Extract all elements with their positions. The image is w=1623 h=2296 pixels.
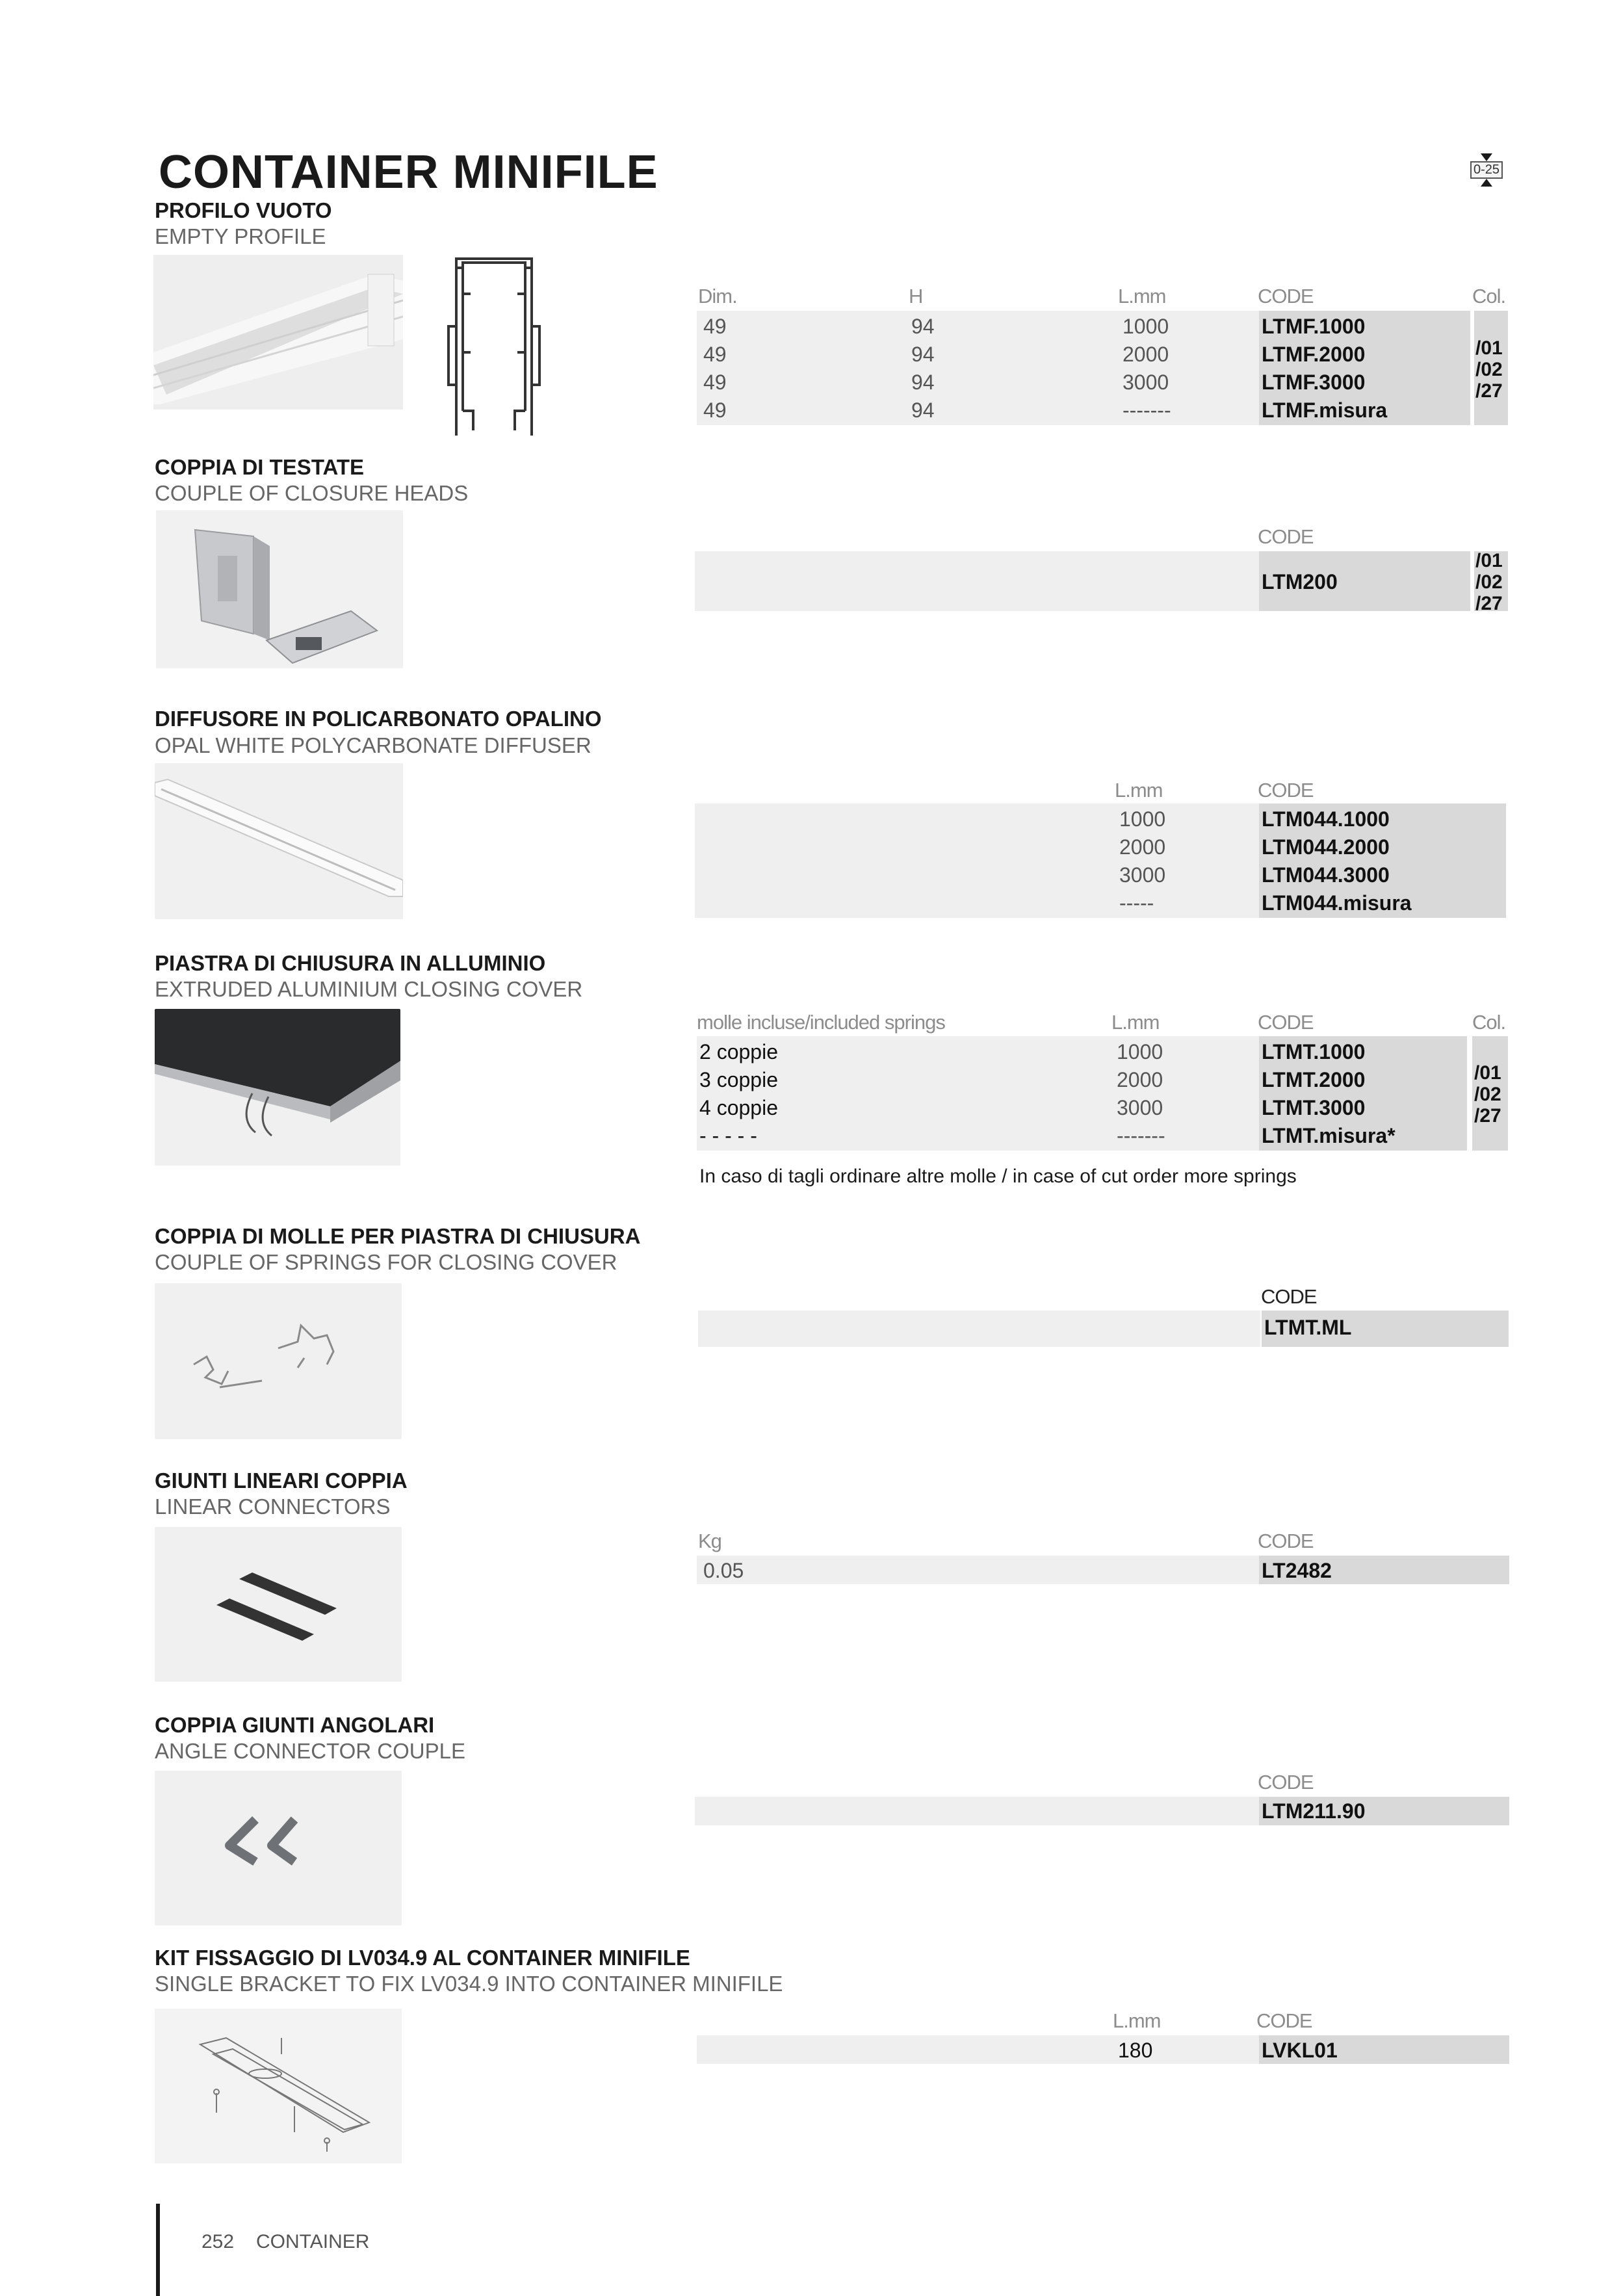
product-code: LTMF.1000 — [1262, 315, 1366, 338]
section-subtitle-profilo: EMPTY PROFILE — [155, 224, 326, 248]
arrow-up-icon — [1481, 179, 1492, 187]
color-codes — [1474, 1062, 1501, 1127]
col-header-code: CODE — [1258, 525, 1314, 548]
section-title-molle: COPPIA DI MOLLE PER PIASTRA DI CHIUSURA — [155, 1224, 641, 1248]
color-code: /27 — [1475, 380, 1503, 402]
footer-bar — [156, 2204, 160, 2296]
range-badge — [1470, 153, 1503, 187]
product-photo-bracket-kit — [155, 2009, 402, 2163]
product-photo-linear-connectors — [155, 1527, 402, 1682]
bracket-kit-drawing — [155, 2009, 402, 2163]
section-title-profilo: PROFILO VUOTO — [155, 198, 332, 222]
product-photo-profile — [153, 255, 403, 410]
section-subtitle-piastra: EXTRUDED ALUMINIUM CLOSING COVER — [155, 977, 583, 1001]
product-code: LTMF.misura — [1262, 398, 1388, 422]
table-cell: ------- — [1117, 1124, 1165, 1147]
col-header-code: CODE — [1258, 285, 1314, 307]
col-header-col: Col. — [1472, 1011, 1506, 1034]
table-cell: 94 — [911, 315, 935, 338]
table-cell: - - - - - — [699, 1124, 757, 1147]
table-cell: 180 — [1118, 2039, 1153, 2062]
section-subtitle-molle: COUPLE OF SPRINGS FOR CLOSING COVER — [155, 1250, 617, 1274]
product-code: LTMT.1000 — [1262, 1040, 1366, 1063]
color-codes — [1475, 337, 1503, 402]
section-subtitle-diffusore: OPAL WHITE POLYCARBONATE DIFFUSER — [155, 733, 591, 757]
col-header-code: CODE — [1258, 1530, 1314, 1552]
color-code: /27 — [1475, 593, 1503, 614]
product-photo-closing-cover — [155, 1009, 400, 1166]
linear-connectors-drawing — [155, 1527, 402, 1682]
table-cell: 3 coppie — [699, 1068, 778, 1091]
section-subtitle-testate: COUPLE OF CLOSURE HEADS — [155, 481, 469, 505]
section-title-kit: KIT FISSAGGIO DI LV034.9 AL CONTAINER MINIFILE — [155, 1946, 690, 1970]
col-header-dim: Dim. — [698, 285, 737, 307]
diffuser-drawing — [155, 763, 403, 919]
table-band — [698, 1311, 1260, 1347]
profile-photo-drawing — [153, 255, 403, 410]
section-subtitle-angolari: ANGLE CONNECTOR COUPLE — [155, 1739, 465, 1763]
table-cell: 4 coppie — [699, 1096, 778, 1119]
color-code: /01 — [1475, 337, 1503, 359]
product-photo-angle-connectors — [155, 1771, 402, 1925]
arrow-down-icon — [1481, 153, 1492, 161]
col-header-molle: molle incluse/included springs — [697, 1011, 945, 1034]
table-band — [695, 803, 1259, 918]
table-cell: 1000 — [1119, 807, 1166, 831]
table-band — [697, 1036, 1259, 1151]
col-header-code: CODE — [1258, 779, 1314, 802]
table-cell: 49 — [703, 315, 727, 338]
product-code: LTM200 — [1262, 570, 1338, 594]
table-cell: 1000 — [1123, 315, 1169, 338]
product-code: LTMT.misura* — [1262, 1124, 1396, 1147]
col-header-col: Col. — [1472, 285, 1506, 307]
section-title-angolari: COPPIA GIUNTI ANGOLARI — [155, 1713, 435, 1737]
product-code: LTM044.3000 — [1262, 863, 1390, 887]
table-cell: ------- — [1123, 398, 1171, 422]
color-code: /02 — [1474, 1084, 1501, 1105]
table-cell: ----- — [1119, 891, 1154, 915]
color-code: /27 — [1474, 1105, 1501, 1127]
springs-drawing — [155, 1283, 402, 1439]
range-badge-label: 0-25 — [1470, 161, 1503, 179]
table-cell: 3000 — [1119, 863, 1166, 887]
table-cell: 0.05 — [703, 1559, 744, 1582]
section-title-piastra: PIASTRA DI CHIUSURA IN ALLUMINIO — [155, 951, 546, 975]
table-cell: 94 — [911, 371, 935, 394]
order-note: In caso di tagli ordinare altre molle / in case of cut order more springs — [699, 1166, 1297, 1187]
col-header-lmm: L.mm — [1115, 779, 1163, 802]
table-band — [695, 551, 1259, 611]
table-cell: 2000 — [1123, 343, 1169, 366]
product-code: LTM044.1000 — [1262, 807, 1390, 831]
profile-section-drawing — [442, 255, 546, 436]
table-cell: 2000 — [1117, 1068, 1163, 1091]
table-cell: 2 coppie — [699, 1040, 778, 1063]
col-header-lmm: L.mm — [1113, 2009, 1161, 2032]
col-header-code: CODE — [1261, 1285, 1317, 1308]
table-cell: 94 — [911, 343, 935, 366]
table-cell: 3000 — [1117, 1096, 1163, 1119]
col-header-code: CODE — [1258, 1771, 1314, 1794]
col-header-lmm: L.mm — [1118, 285, 1166, 307]
color-code: /02 — [1475, 359, 1503, 380]
col-header-lmm: L.mm — [1111, 1011, 1160, 1034]
table-cell: 94 — [911, 398, 935, 422]
color-code: /01 — [1474, 1062, 1501, 1084]
col-header-code: CODE — [1258, 1011, 1314, 1034]
section-title-giunti: GIUNTI LINEARI COPPIA — [155, 1468, 408, 1493]
col-header-kg: Kg — [698, 1530, 721, 1552]
color-code: /02 — [1475, 571, 1503, 593]
product-photo-springs — [155, 1283, 402, 1439]
product-code: LTM044.2000 — [1262, 835, 1390, 859]
table-cell: 49 — [703, 343, 727, 366]
section-title-testate: COPPIA DI TESTATE — [155, 455, 365, 479]
section-subtitle-giunti: LINEAR CONNECTORS — [155, 1494, 391, 1519]
angle-connectors-drawing — [155, 1771, 402, 1925]
product-code: LT2482 — [1262, 1559, 1332, 1582]
product-photo-closure-heads — [156, 510, 403, 668]
table-band — [697, 311, 1259, 425]
profile-cross-section — [442, 255, 546, 436]
table-band — [697, 2035, 1259, 2064]
page-number: 252 — [201, 2231, 235, 2252]
product-photo-diffuser — [155, 763, 403, 919]
table-cell: 2000 — [1119, 835, 1166, 859]
product-code: LVKL01 — [1262, 2039, 1338, 2062]
table-cell: 49 — [703, 371, 727, 394]
table-cell: 1000 — [1117, 1040, 1163, 1063]
col-header-code: CODE — [1256, 2009, 1312, 2032]
color-code: /01 — [1475, 550, 1503, 571]
product-code: LTMT.3000 — [1262, 1096, 1366, 1119]
product-code: LTMF.2000 — [1262, 343, 1366, 366]
closure-heads-drawing — [156, 510, 403, 668]
color-codes — [1475, 550, 1503, 614]
section-subtitle-kit: SINGLE BRACKET TO FIX LV034.9 INTO CONTAINER MINIFILE — [155, 1972, 783, 1996]
table-cell: 3000 — [1123, 371, 1169, 394]
page-title: CONTAINER MINIFILE — [159, 146, 658, 198]
footer-section-label: CONTAINER — [256, 2231, 370, 2252]
product-code: LTM211.90 — [1262, 1799, 1366, 1823]
product-code: LTMT.ML — [1264, 1316, 1352, 1339]
section-title-diffusore: DIFFUSORE IN POLICARBONATO OPALINO — [155, 707, 602, 731]
closing-cover-drawing — [155, 1009, 400, 1166]
col-header-h: H — [909, 285, 923, 307]
product-code: LTM044.misura — [1262, 891, 1412, 915]
table-band — [697, 1556, 1259, 1584]
product-code: LTMF.3000 — [1262, 371, 1366, 394]
table-cell: 49 — [703, 398, 727, 422]
table-band — [695, 1797, 1259, 1825]
product-code: LTMT.2000 — [1262, 1068, 1366, 1091]
